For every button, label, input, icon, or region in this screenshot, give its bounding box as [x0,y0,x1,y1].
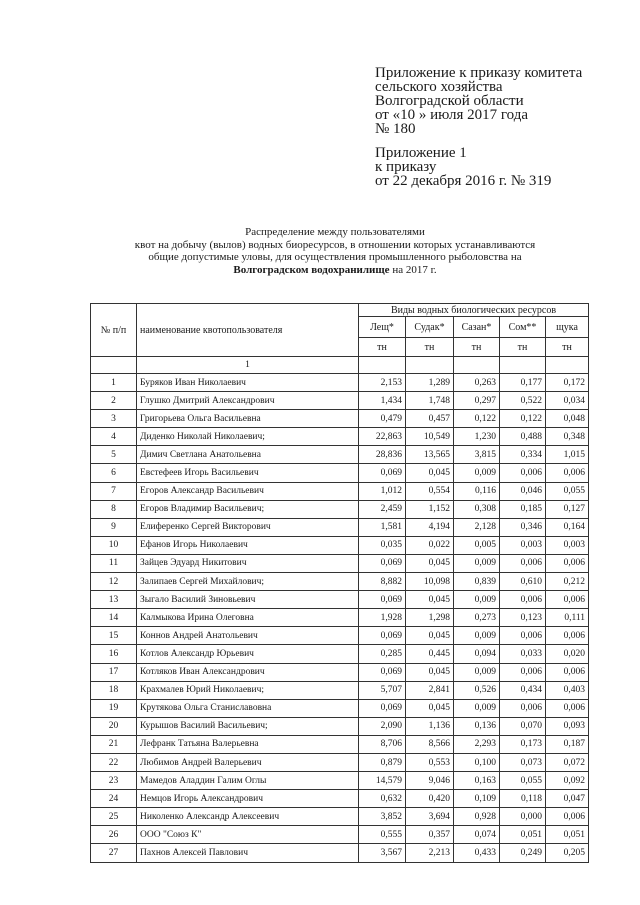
quota-value: 0,006 [500,591,546,609]
quota-value: 22,863 [359,428,406,446]
table-row [91,699,589,717]
index-cell-empty [454,357,500,374]
order-line: № 180 [375,121,416,137]
quota-user-name: Ефанов Игорь Николаевич [137,536,359,554]
quota-value: 0,172 [546,374,589,392]
quota-value: 0,006 [500,554,546,572]
appendix-line: от 22 декабря 2016 г. № 319 [375,173,552,189]
quota-value: 0,123 [500,609,546,627]
quota-value: 0,420 [406,790,454,808]
quota-user-name: Мамедов Аладдин Галим Оглы [137,772,359,790]
quota-value: 0,212 [546,573,589,591]
quota-user-name: Калмыкова Ирина Олеговна [137,609,359,627]
quota-value: 0,357 [406,826,454,844]
quota-user-name: Котляков Иван Александрович [137,663,359,681]
quota-value: 0,070 [500,717,546,735]
row-number: 23 [91,772,137,790]
quota-value: 0,072 [546,753,589,771]
row-number: 15 [91,627,137,645]
title-line [90,264,580,277]
quota-user-name: Крутякова Ольга Станиславовна [137,699,359,717]
unit-header: тн [359,338,406,357]
table-row [91,392,589,410]
document-title [90,226,580,276]
quota-user-name: Егоров Владимир Васильевич; [137,500,359,518]
quota-value: 0,285 [359,645,406,663]
quota-value: 0,185 [500,500,546,518]
order-reference-block [375,66,582,136]
quota-value: 13,565 [406,446,454,464]
table-row [91,681,589,699]
quota-value: 0,073 [500,753,546,771]
quota-value: 0,839 [454,573,500,591]
quota-value: 4,194 [406,518,454,536]
quota-value: 1,152 [406,500,454,518]
quota-value: 5,707 [359,681,406,699]
row-number: 8 [91,500,137,518]
table-row [91,518,589,536]
table-row [91,482,589,500]
quota-value: 0,555 [359,826,406,844]
row-number: 6 [91,464,137,482]
quota-value: 0,094 [454,645,500,663]
row-number: 11 [91,554,137,572]
quota-value: 0,009 [454,699,500,717]
quota-value: 0,111 [546,609,589,627]
unit-header: тн [500,338,546,357]
index-cell-empty [359,357,406,374]
row-number: 17 [91,663,137,681]
quota-value: 0,006 [546,699,589,717]
quota-value: 0,632 [359,790,406,808]
row-number: 21 [91,735,137,753]
unit-header: тн [546,338,589,357]
table-row [91,464,589,482]
row-number: 3 [91,410,137,428]
quota-value: 3,567 [359,844,406,862]
quota-value: 0,006 [546,663,589,681]
table-row [91,428,589,446]
quota-value: 9,046 [406,772,454,790]
quota-value: 0,116 [454,482,500,500]
quota-value: 0,136 [454,717,500,735]
quota-value: 0,009 [454,591,500,609]
quota-value: 2,841 [406,681,454,699]
table-row [91,374,589,392]
quota-value: 0,163 [454,772,500,790]
quota-value: 0,445 [406,645,454,663]
quota-value: 0,109 [454,790,500,808]
quota-value: 0,069 [359,699,406,717]
table-row [91,554,589,572]
quota-value: 0,045 [406,663,454,681]
table-row [91,573,589,591]
quota-user-name: Николенко Александр Алексеевич [137,808,359,826]
quota-user-name: Любимов Андрей Валерьевич [137,753,359,771]
appendix-line: к приказу [375,159,437,175]
quota-value: 0,479 [359,410,406,428]
quota-value: 8,706 [359,735,406,753]
table-row [91,790,589,808]
quota-value: 0,879 [359,753,406,771]
quota-value: 0,092 [546,772,589,790]
quota-value: 0,069 [359,627,406,645]
title-line: общие допустимые уловы, для осуществления промышленного рыболовства на [148,251,522,263]
species-header: Сом** [500,317,546,338]
quota-value: 8,882 [359,573,406,591]
quota-value: 0,046 [500,482,546,500]
row-number: 20 [91,717,137,735]
quota-user-name: Димич Светлана Анатольевна [137,446,359,464]
species-header: Лещ* [359,317,406,338]
quota-user-name: Котлов Александр Юрьевич [137,645,359,663]
table-row [91,627,589,645]
index-cell-empty [406,357,454,374]
order-line: Волгоградской области [375,93,524,109]
quota-value: 0,045 [406,554,454,572]
quota-value: 8,566 [406,735,454,753]
table-row [91,663,589,681]
quota-user-name: Егоров Александр Васильевич [137,482,359,500]
quota-value: 10,098 [406,573,454,591]
quota-value: 3,694 [406,808,454,826]
quota-value: 0,488 [500,428,546,446]
quota-value: 0,055 [500,772,546,790]
quota-value: 0,009 [454,464,500,482]
quota-value: 0,047 [546,790,589,808]
row-number: 1 [91,374,137,392]
quota-value: 0,434 [500,681,546,699]
quota-value: 0,034 [546,392,589,410]
quota-value: 2,128 [454,518,500,536]
quota-value: 0,403 [546,681,589,699]
quota-value: 14,579 [359,772,406,790]
quota-user-name: Коннов Андрей Анатольевич [137,627,359,645]
unit-header: тн [454,338,500,357]
quota-value: 1,289 [406,374,454,392]
quota-value: 0,348 [546,428,589,446]
quota-value: 1,015 [546,446,589,464]
quota-value: 1,434 [359,392,406,410]
quota-user-name: Глушко Дмитрий Александрович [137,392,359,410]
row-number: 12 [91,573,137,591]
table-row [91,645,589,663]
quota-value: 0,554 [406,482,454,500]
quota-value: 2,459 [359,500,406,518]
quota-value: 3,815 [454,446,500,464]
quota-table [90,303,589,863]
species-header: Сазан* [454,317,500,338]
quota-value: 0,003 [500,536,546,554]
quota-value: 2,293 [454,735,500,753]
title-line: Распределение между пользователями [245,226,425,238]
quota-value: 0,526 [454,681,500,699]
quota-value: 0,020 [546,645,589,663]
row-number: 2 [91,392,137,410]
quota-value: 0,187 [546,735,589,753]
quota-user-name: Немцов Игорь Александрович [137,790,359,808]
quota-user-name: Елиференко Сергей Викторович [137,518,359,536]
table-row [91,717,589,735]
quota-value: 0,205 [546,844,589,862]
row-number: 14 [91,609,137,627]
quota-value: 0,005 [454,536,500,554]
species-group-header: Виды водных биологических ресурсов [359,304,589,317]
order-line: Приложение к приказу комитета [375,65,583,81]
quota-value: 0,164 [546,518,589,536]
quota-value: 0,122 [500,410,546,428]
index-cell-empty [546,357,589,374]
quota-value: 0,006 [546,591,589,609]
quota-value: 0,433 [454,844,500,862]
quota-value: 0,297 [454,392,500,410]
quota-value: 0,009 [454,663,500,681]
quota-value: 0,045 [406,464,454,482]
table-row [91,591,589,609]
quota-value: 0,003 [546,536,589,554]
quota-value: 0,273 [454,609,500,627]
quota-value: 1,230 [454,428,500,446]
quota-value: 1,298 [406,609,454,627]
reservoir-name: Волгоградском водохранилище [233,263,390,276]
quota-value: 3,852 [359,808,406,826]
row-number: 22 [91,753,137,771]
quota-value: 1,012 [359,482,406,500]
row-number: 10 [91,536,137,554]
quota-user-name: Буряков Иван Николаевич [137,374,359,392]
table-row [91,844,589,862]
quota-value: 0,100 [454,753,500,771]
quota-user-name: Диденко Николай Николаевич; [137,428,359,446]
quota-value: 0,127 [546,500,589,518]
quota-value: 0,308 [454,500,500,518]
row-number: 5 [91,446,137,464]
row-number: 24 [91,790,137,808]
quota-value: 0,346 [500,518,546,536]
quota-user-name: Пахнов Алексей Павлович [137,844,359,862]
quota-value: 0,074 [454,826,500,844]
quota-value: 0,006 [500,663,546,681]
quota-value: 2,213 [406,844,454,862]
quota-value: 1,748 [406,392,454,410]
unit-header: тн [406,338,454,357]
table-row [91,609,589,627]
row-number: 16 [91,645,137,663]
quota-value: 2,090 [359,717,406,735]
quota-user-name: Лефранк Татьяна Валерьевна [137,735,359,753]
quota-value: 0,928 [454,808,500,826]
title-line: квот на добычу (вылов) водных биоресурсов, в отношении которых устанавливаются [134,238,536,251]
quota-value: 0,069 [359,663,406,681]
quota-value: 0,553 [406,753,454,771]
quota-value: 0,118 [500,790,546,808]
quota-value: 0,006 [546,627,589,645]
table-row [91,446,589,464]
appendix-reference-block [375,146,551,188]
appendix-line: Приложение 1 [375,145,467,161]
quota-value: 28,836 [359,446,406,464]
table-row [91,826,589,844]
quota-value: 0,069 [359,591,406,609]
index-cell-empty [500,357,546,374]
quota-value: 0,051 [500,826,546,844]
quota-value: 0,045 [406,627,454,645]
quota-value: 0,006 [500,627,546,645]
row-number: 4 [91,428,137,446]
row-number: 25 [91,808,137,826]
table-row [91,500,589,518]
quota-value: 0,610 [500,573,546,591]
quota-value: 0,093 [546,717,589,735]
quota-user-name: Евстефеев Игорь Васильевич [137,464,359,482]
row-number: 9 [91,518,137,536]
quota-value: 0,045 [406,699,454,717]
quota-value: 0,334 [500,446,546,464]
row-number: 27 [91,844,137,862]
quota-value: 0,249 [500,844,546,862]
quota-user-name: ООО "Союз К" [137,826,359,844]
quota-user-name: Григорьева Ольга Васильевна [137,410,359,428]
quota-value: 0,035 [359,536,406,554]
quota-value: 1,581 [359,518,406,536]
quota-value: 0,051 [546,826,589,844]
quota-value: 0,069 [359,464,406,482]
col-header-number: № п/п [91,304,137,357]
quota-user-name: Зыгало Василий Зиновьевич [137,591,359,609]
quota-value: 0,009 [454,627,500,645]
quota-value: 0,009 [454,554,500,572]
table-row [91,735,589,753]
quota-value: 0,006 [500,464,546,482]
quota-value: 0,263 [454,374,500,392]
row-number: 26 [91,826,137,844]
quota-value: 0,055 [546,482,589,500]
index-cell: 1 [137,357,359,374]
quota-value: 0,006 [546,808,589,826]
species-header: щука [546,317,589,338]
quota-value: 0,045 [406,591,454,609]
quota-value: 0,048 [546,410,589,428]
quota-value: 0,022 [406,536,454,554]
quota-user-name: Курышов Василий Васильевич; [137,717,359,735]
quota-value: 0,069 [359,554,406,572]
quota-value: 0,000 [500,808,546,826]
row-number: 18 [91,681,137,699]
col-header-name: наименование квотопользователя [137,304,359,357]
quota-value: 0,006 [546,554,589,572]
quota-value: 0,006 [546,464,589,482]
quota-value: 0,033 [500,645,546,663]
quota-user-name: Крахмалев Юрий Николаевич; [137,681,359,699]
quota-user-name: Зайцев Эдуард Никитович [137,554,359,572]
order-line: от «10 » июля 2017 года [375,107,528,123]
row-number: 7 [91,482,137,500]
quota-value: 0,457 [406,410,454,428]
table-row [91,808,589,826]
table-row [91,753,589,771]
table-row [91,772,589,790]
table-row [91,410,589,428]
order-line: сельского хозяйства [375,79,503,95]
quota-value: 2,153 [359,374,406,392]
quota-value: 0,522 [500,392,546,410]
table-row [91,536,589,554]
quota-value: 0,006 [500,699,546,717]
quota-value: 0,122 [454,410,500,428]
species-header: Судак* [406,317,454,338]
quota-value: 0,177 [500,374,546,392]
row-number: 13 [91,591,137,609]
title-year: на 2017 г. [389,263,437,276]
row-number: 19 [91,699,137,717]
index-cell-empty [91,357,137,374]
quota-value: 0,173 [500,735,546,753]
quota-value: 10,549 [406,428,454,446]
quota-value: 1,928 [359,609,406,627]
quota-user-name: Залипаев Сергей Михайлович; [137,573,359,591]
quota-value: 1,136 [406,717,454,735]
table-body [91,374,589,863]
